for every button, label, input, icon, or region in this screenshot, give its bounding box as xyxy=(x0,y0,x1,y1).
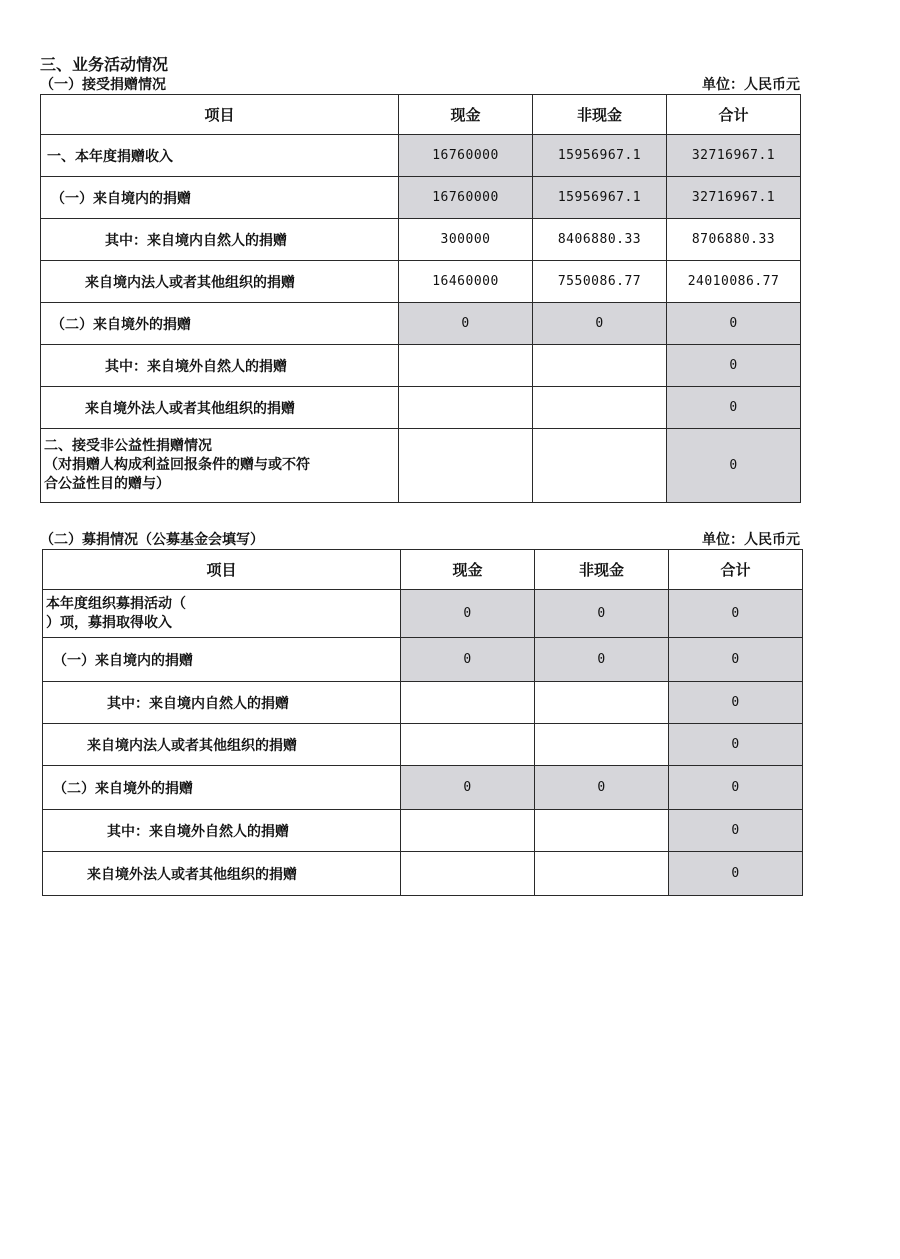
row-label-line: ）项，募捐取得收入 xyxy=(46,614,172,631)
cash-cell: 0 xyxy=(399,303,533,345)
header-total: 合计 xyxy=(667,95,801,135)
cash-cell: 0 xyxy=(401,638,535,682)
row-label: 其中：来自境外自然人的捐赠 xyxy=(41,345,399,387)
total-cell: 0 xyxy=(669,852,803,896)
row-label: 其中：来自境内自然人的捐赠 xyxy=(43,682,401,724)
noncash-cell xyxy=(535,852,669,896)
header-cash: 现金 xyxy=(401,550,535,590)
cash-cell: 16760000 xyxy=(399,135,533,177)
row-label: （一）来自境内的捐赠 xyxy=(41,177,399,219)
noncash-cell xyxy=(535,810,669,852)
table-header-row xyxy=(43,550,803,590)
table-row xyxy=(43,638,803,682)
cash-cell: 16460000 xyxy=(399,261,533,303)
cash-cell: 16760000 xyxy=(399,177,533,219)
total-cell: 32716967.1 xyxy=(667,177,801,219)
fundraising-heading xyxy=(40,529,800,549)
noncash-cell: 15956967.1 xyxy=(533,177,667,219)
noncash-cell xyxy=(533,345,667,387)
noncash-cell xyxy=(533,387,667,429)
row-label-line: 二、接受非公益性捐赠情况 xyxy=(44,438,212,454)
cash-cell xyxy=(401,810,535,852)
row-label: （一）来自境内的捐赠 xyxy=(43,638,401,682)
header-item: 项目 xyxy=(41,95,399,135)
donations-received-table xyxy=(40,94,801,503)
header-cash: 现金 xyxy=(399,95,533,135)
table-row xyxy=(41,429,801,503)
cash-cell xyxy=(401,852,535,896)
total-cell: 24010086.77 xyxy=(667,261,801,303)
total-cell: 0 xyxy=(669,810,803,852)
row-label: 其中：来自境外自然人的捐赠 xyxy=(43,810,401,852)
document-title: 三、业务活动情况 xyxy=(40,55,169,74)
noncash-cell: 8406880.33 xyxy=(533,219,667,261)
header-noncash: 非现金 xyxy=(535,550,669,590)
unit-label: 单位：人民币元 xyxy=(702,77,800,93)
total-cell: 0 xyxy=(669,638,803,682)
section-title: （二）募捐情况（公募基金会填写） xyxy=(40,532,264,548)
row-label: 来自境外法人或者其他组织的捐赠 xyxy=(41,387,399,429)
noncash-cell: 0 xyxy=(535,766,669,810)
row-label: 一、本年度捐赠收入 xyxy=(41,135,399,177)
table-row xyxy=(41,345,801,387)
table-row xyxy=(41,387,801,429)
header-total: 合计 xyxy=(669,550,803,590)
noncash-cell: 0 xyxy=(535,638,669,682)
cash-cell: 300000 xyxy=(399,219,533,261)
row-label: 其中：来自境内自然人的捐赠 xyxy=(41,219,399,261)
table-row xyxy=(41,303,801,345)
noncash-cell xyxy=(535,682,669,724)
table-row xyxy=(43,766,803,810)
total-cell: 0 xyxy=(667,345,801,387)
header-noncash: 非现金 xyxy=(533,95,667,135)
table-row xyxy=(43,810,803,852)
row-label xyxy=(41,429,399,503)
row-label-line: 本年度组织募捐活动（ xyxy=(46,595,186,612)
table-row xyxy=(41,261,801,303)
row-label: 来自境外法人或者其他组织的捐赠 xyxy=(43,852,401,896)
total-cell: 0 xyxy=(667,429,801,503)
noncash-cell: 15956967.1 xyxy=(533,135,667,177)
section-title: （一）接受捐赠情况 xyxy=(40,77,166,93)
noncash-cell xyxy=(535,724,669,766)
noncash-cell xyxy=(533,429,667,503)
noncash-cell: 0 xyxy=(533,303,667,345)
cash-cell xyxy=(399,345,533,387)
cash-cell xyxy=(399,387,533,429)
cash-cell xyxy=(399,429,533,503)
total-cell: 0 xyxy=(667,303,801,345)
total-cell: 32716967.1 xyxy=(667,135,801,177)
table-row xyxy=(43,852,803,896)
cash-cell: 0 xyxy=(401,590,535,638)
row-label: 来自境内法人或者其他组织的捐赠 xyxy=(43,724,401,766)
row-label-line: 合公益性目的赠与） xyxy=(44,476,170,492)
row-label: （二）来自境外的捐赠 xyxy=(41,303,399,345)
noncash-cell: 0 xyxy=(535,590,669,638)
row-label: （二）来自境外的捐赠 xyxy=(43,766,401,810)
total-cell: 0 xyxy=(667,387,801,429)
row-label xyxy=(43,590,401,638)
cash-cell xyxy=(401,724,535,766)
row-label: 来自境内法人或者其他组织的捐赠 xyxy=(41,261,399,303)
fundraising-table xyxy=(42,549,803,896)
total-cell: 0 xyxy=(669,682,803,724)
table-header-row xyxy=(41,95,801,135)
table-row xyxy=(43,682,803,724)
total-cell: 0 xyxy=(669,590,803,638)
row-label-line: （对捐赠人构成利益回报条件的赠与或不符 xyxy=(44,457,310,473)
donations-received-heading xyxy=(40,74,800,94)
total-cell: 0 xyxy=(669,724,803,766)
table-row xyxy=(41,177,801,219)
cash-cell: 0 xyxy=(401,766,535,810)
table-row xyxy=(41,135,801,177)
total-cell: 0 xyxy=(669,766,803,810)
table-row xyxy=(43,724,803,766)
unit-label: 单位：人民币元 xyxy=(702,532,800,548)
noncash-cell: 7550086.77 xyxy=(533,261,667,303)
table-row xyxy=(41,219,801,261)
header-item: 项目 xyxy=(43,550,401,590)
table-row xyxy=(43,590,803,638)
cash-cell xyxy=(401,682,535,724)
total-cell: 8706880.33 xyxy=(667,219,801,261)
